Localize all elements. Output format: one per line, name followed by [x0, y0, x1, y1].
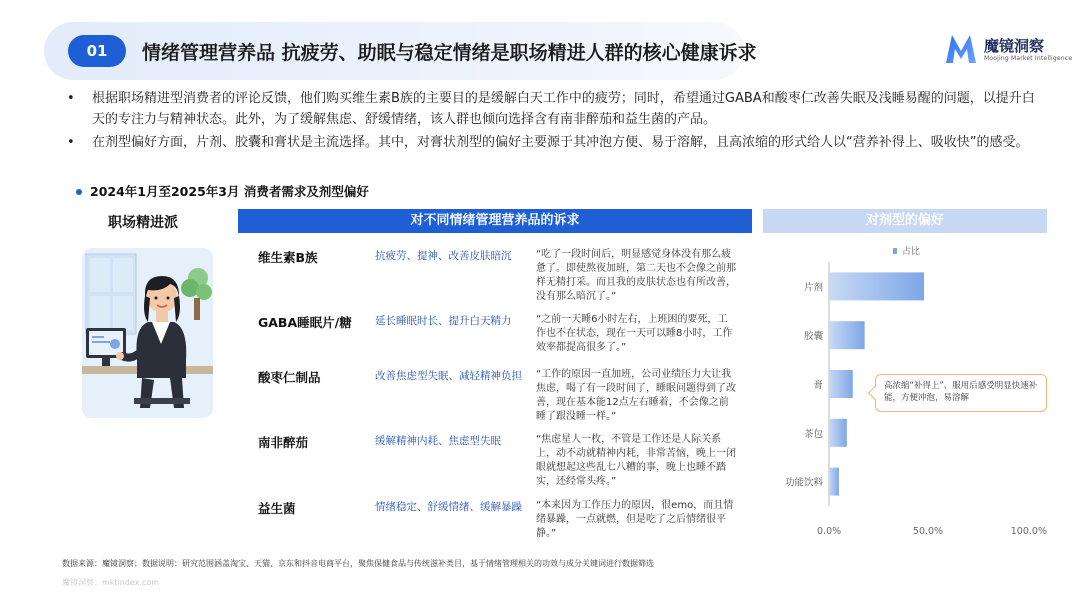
bar-0 — [829, 272, 924, 300]
consumer-quote: “工作的原因一直加班，公司业绩压力大让我焦虑，喝了有一段时间了，睡眠问题得到了改善，现在基本能12点左右睡着，不会像之前睡了跟没睡一样。” — [536, 369, 736, 422]
callout-text: 高浓缩“补得上”、服用后感受明显快速补能，方便冲泡，易溶解 — [884, 381, 1038, 403]
summary-bullet-text: 在剂型偏好方面，片剂、胶囊和膏状是主流选择。其中，对膏状剂型的偏好主要源于其冲泡方便、易于溶解，且高浓缩的形式给人以“营养补得上、吸收快”的感受。 — [92, 135, 1029, 150]
summary-bullet — [62, 132, 1037, 153]
bar-4 — [829, 468, 839, 496]
legend-swatch — [893, 248, 897, 254]
x-tick-label: 0.0% — [817, 526, 842, 537]
bar-3 — [829, 419, 847, 447]
consumer-quote: “焦虑星人一枚，不管是工作还是人际关系上，动不动就精神内耗，非常苦恼，晚上一闭眼就想起这些乱七八糟的事，晚上也睡不踏实，还经常头疼。” — [536, 434, 736, 487]
category-label: 胶囊 — [803, 331, 823, 343]
category-label: 片剂 — [803, 282, 823, 294]
brand-logo — [944, 33, 1073, 67]
bar-2 — [829, 370, 853, 398]
product-name: 酸枣仁制品 — [258, 370, 321, 385]
product-needs: 抗疲劳、提神、改善皮肤暗沉 — [375, 250, 512, 262]
chart-header: 对剂型的偏好 — [763, 209, 1047, 233]
category-label: 茶包 — [803, 428, 823, 440]
consumer-quote: “之前一天睡6小时左右，上班困的要死，工作也不在状态，现在一天可以睡8小时，工作效率都提高很多了。” — [536, 314, 733, 353]
product-name: 南非醉茄 — [258, 435, 309, 450]
subheading-text: 2024年1月至2025年3月 消费者需求及剂型偏好 — [90, 184, 369, 199]
bar-1 — [829, 321, 865, 349]
page-title: 情绪管理营养品 抗疲劳、助眠与稳定情绪是职场精进人群的核心健康诉求 — [142, 42, 757, 64]
bullet-marker: • — [67, 91, 75, 106]
section-subheading — [76, 182, 369, 200]
section-number-badge: 01 — [68, 35, 126, 67]
needs-table-header: 对不同情绪管理营养品的诉求 — [238, 209, 752, 233]
product-name: 维生素B族 — [258, 250, 318, 265]
subheading-dot — [76, 189, 82, 195]
product-name: GABA睡眠片/糖 — [258, 315, 352, 330]
consumer-quote: “吃了一段时间后，明显感觉身体没有那么疲惫了。即使熬夜加班，第二天也不会像之前那样无精打采。而且我的皮肤状态也有所改善，没有那么暗沉了。” — [536, 249, 736, 302]
product-needs: 改善焦虑型失眠、减轻精神负担 — [375, 370, 522, 382]
product-needs: 延长睡眠时长、提升白天精力 — [375, 315, 512, 327]
product-needs: 缓解精神内耗、焦虑型失眠 — [375, 435, 501, 447]
brand-logo-icon — [944, 33, 978, 65]
category-label: 膏 — [813, 380, 823, 391]
persona-title: 职场精进派 — [108, 215, 178, 231]
consumer-quote: “本来因为工作压力的原因，很emo，而且情绪暴躁，一点就燃，但是吃了之后情绪很平静。” — [536, 500, 734, 539]
legend-label: 占比 — [902, 247, 921, 257]
footer-brand: 魔镜洞察：mktindex.com — [62, 578, 160, 587]
category-label: 功能饮料 — [784, 477, 823, 489]
data-source-note: 数据来源：魔镜洞察；数据说明：研究范围涵盖淘宝、天猫、京东和抖音电商平台，聚焦保健食品与传统滋补类目，基于情绪管理相关的功效与成分关键词进行数据筛选 — [62, 559, 654, 568]
summary-bullets — [62, 88, 1037, 155]
x-tick-label: 100.0% — [1010, 526, 1047, 537]
product-name: 益生菌 — [258, 501, 296, 516]
persona-illustration — [82, 248, 213, 418]
bullet-marker: • — [67, 135, 75, 150]
product-needs: 情绪稳定、舒缓情绪、缓解暴躁 — [375, 501, 522, 513]
summary-bullet-text: 根据职场精进型消费者的评论反馈，他们购买维生素B族的主要目的是缓解白天工作中的疲劳；同时，希望通过GABA和酸枣仁改善失眠及浅睡易醒的问题，以提升白天的专注力与精神状态。此外，为了缓解焦虑、舒缓情绪，该人群也倾向选择含有南非醉茄和益生菌的产品。 — [92, 91, 1035, 127]
chart-callout — [875, 374, 1047, 412]
brand-name: 魔镜洞察 — [984, 37, 1045, 55]
x-tick-label: 50.0% — [912, 526, 944, 537]
summary-bullet — [62, 88, 1037, 130]
brand-subtitle: Moojing Market Intelligence — [984, 55, 1073, 62]
